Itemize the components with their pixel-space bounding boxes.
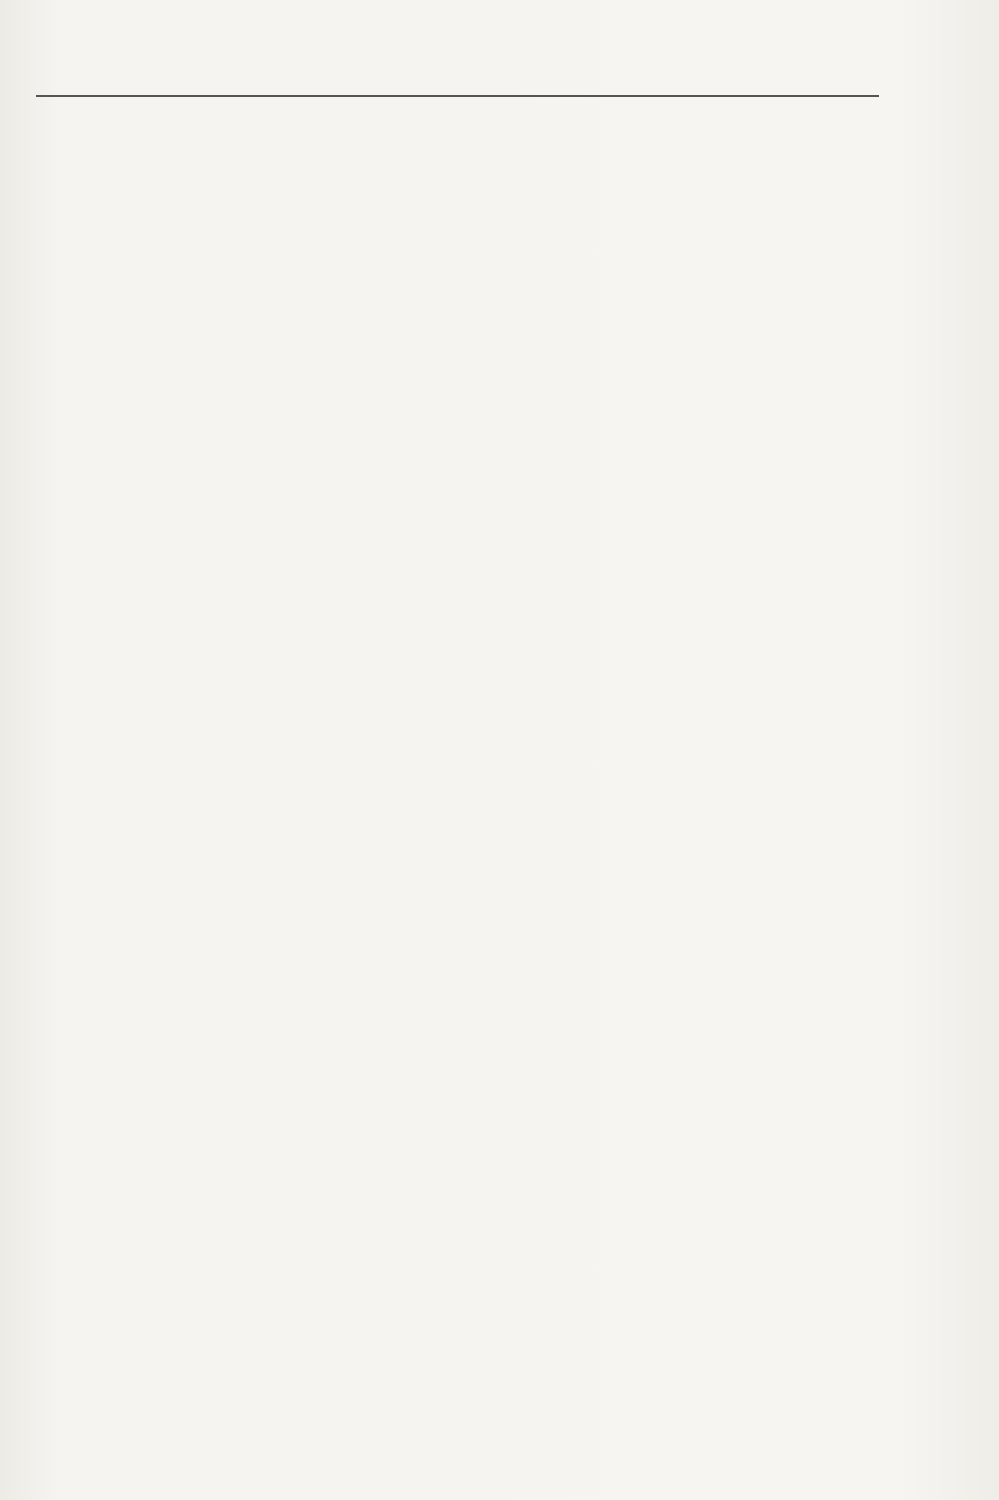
running-head — [36, 62, 879, 92]
page-footer — [75, 1418, 879, 1448]
header-rule — [36, 95, 879, 97]
